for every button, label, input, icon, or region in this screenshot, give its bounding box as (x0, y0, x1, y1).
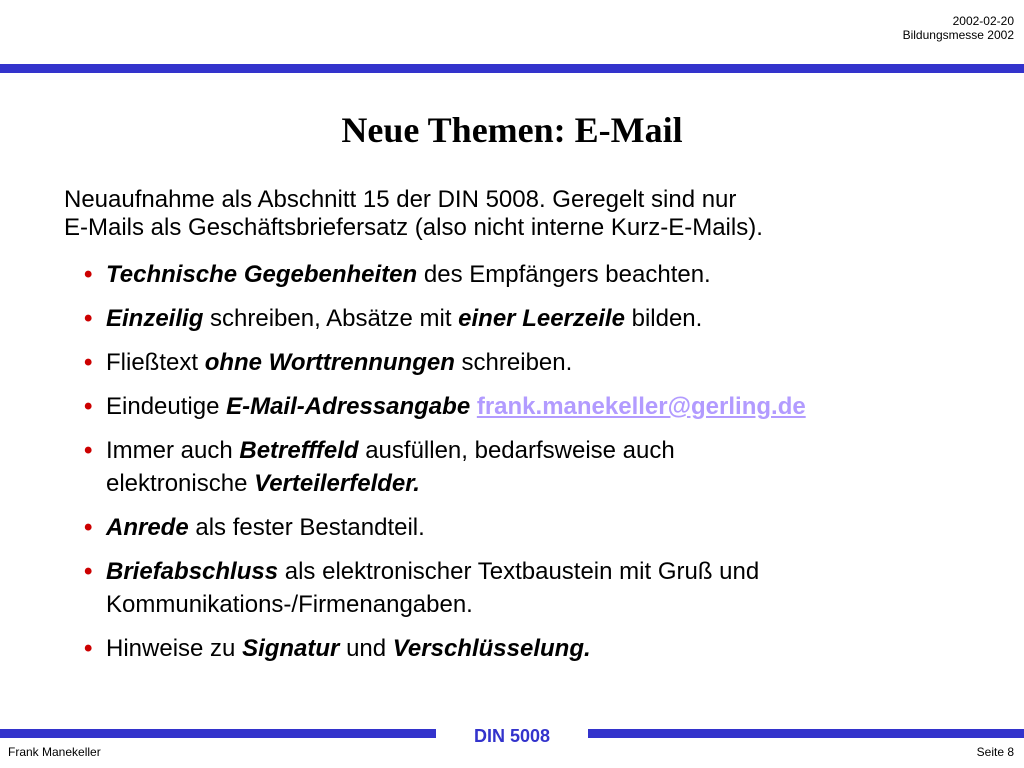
bullet-icon: • (84, 393, 93, 420)
bottom-accent-bar-right (588, 729, 1024, 738)
header-info (903, 14, 1014, 42)
bullet-text: schreiben. (454, 349, 573, 376)
bullet-emphasis: Betrefffeld (239, 437, 359, 464)
bullet-text: elektronische (106, 470, 255, 497)
footer-page-number: Seite 8 (976, 745, 1014, 759)
bullet-text: Kommunikations-/Firmenangaben. (106, 591, 473, 618)
bullet-item (84, 390, 984, 423)
bullet-emphasis: ohne Worttrennungen (204, 349, 455, 376)
bullet-icon: • (84, 261, 93, 288)
bullet-emphasis: Signatur (242, 635, 340, 662)
bullet-emphasis: Briefabschluss (106, 558, 279, 585)
intro-line-1: Neuaufnahme als Abschnitt 15 der DIN 5008. Geregelt sind nur (64, 186, 737, 213)
bullet-text: Hinweise zu (106, 635, 243, 662)
header-date: 2002-02-20 (952, 14, 1014, 28)
bullet-item (84, 258, 984, 291)
email-link[interactable]: frank.manekeller@gerling.de (476, 393, 806, 420)
top-accent-bar (0, 64, 1024, 73)
bullet-icon: • (84, 635, 93, 662)
bullet-text: Fließtext (106, 349, 205, 376)
bullet-icon: • (84, 437, 93, 464)
bullet-emphasis: Technische Gegebenheiten (106, 261, 418, 288)
bullet-text: Eindeutige (106, 393, 227, 420)
bullet-emphasis: Anrede (106, 514, 189, 541)
footer-author: Frank Manekeller (8, 745, 101, 759)
bullet-item (84, 511, 984, 544)
bullet-text: bilden. (624, 305, 703, 332)
bullet-emphasis: einer Leerzeile (458, 305, 625, 332)
bullet-item (84, 555, 984, 621)
bottom-accent-bar-left (0, 729, 436, 738)
bullet-item (84, 632, 984, 665)
bullet-text: schreiben, Absätze mit (203, 305, 459, 332)
bullet-icon: • (84, 349, 93, 376)
bullet-text: des Empfängers beachten. (417, 261, 711, 288)
bullet-emphasis: E-Mail-Adressangabe (226, 393, 471, 420)
intro-text (64, 186, 763, 242)
footer-title: DIN 5008 (473, 726, 551, 746)
bullet-icon: • (84, 305, 93, 332)
bullet-emphasis: Einzeilig (106, 305, 204, 332)
intro-line-2: E-Mails als Geschäftsbriefersatz (also nicht interne Kurz-E-Mails). (64, 214, 763, 241)
bullet-icon: • (84, 558, 93, 585)
slide-title: Neue Themen: E-Mail (341, 110, 683, 150)
bullet-text (470, 393, 477, 420)
bullet-item (84, 434, 984, 500)
bullet-text: als elektronischer Textbaustein mit Gruß und (278, 558, 760, 585)
bullet-item (84, 302, 984, 335)
bullet-text: ausfüllen, bedarfsweise auch (358, 437, 675, 464)
bullet-icon: • (84, 514, 93, 541)
header-event: Bildungsmesse 2002 (902, 28, 1014, 42)
bullet-emphasis: Verschlüsselung. (392, 635, 591, 662)
bullet-emphasis: Verteilerfelder. (254, 470, 420, 497)
bullet-item (84, 346, 984, 379)
bullet-text: Immer auch (106, 437, 240, 464)
bullet-text: als fester Bestandteil. (188, 514, 425, 541)
bullet-text: und (339, 635, 393, 662)
bullet-list (84, 258, 984, 676)
